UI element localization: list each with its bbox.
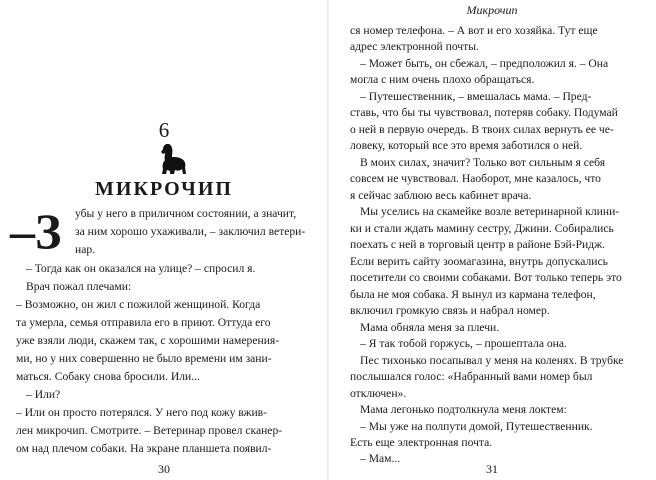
text-line: Мама легонько подтолкнула меня локтем:	[360, 403, 567, 416]
text-line: за ним хорошо ухаживали, – заключил ветери-	[75, 225, 306, 238]
text-line: – Мы уже на полпути домой, Путешественник.	[360, 420, 593, 433]
text-line: Врач пожал плечами:	[26, 280, 132, 293]
drop-cap: –З	[10, 203, 62, 259]
text-line: посетители со своими собаками. Вот только теперь это	[350, 271, 622, 284]
text-line: ом над плечом собаки. На экране планшета появил-	[16, 442, 272, 455]
text-line: могла с ним очень плохо обращаться.	[350, 73, 535, 86]
text-line: о ней в первую очередь. В твоих силах вернуть ее че-	[350, 123, 614, 136]
text-line: – Я так тобой горжусь, – прошептала она.	[360, 337, 567, 350]
text-line: ми, но у них совершенно не было времени им зани-	[16, 352, 272, 365]
running-head: Микрочип	[466, 3, 518, 17]
text-line: – Путешественник, – вмешалась мама. – Пред-	[360, 90, 592, 103]
text-line: маться. Собаку снова бросили. Или...	[16, 370, 200, 383]
text-line: отключен».	[350, 387, 407, 400]
text-line: нар.	[75, 243, 96, 256]
chapter-title: МИКРОЧИП	[95, 178, 233, 200]
text-line: – Тогда как он оказался на улице? – спросил я.	[26, 262, 256, 275]
text-line: та умерла, семья отправила его в приют. Оттуда его	[16, 316, 271, 329]
text-line: – Или?	[26, 388, 61, 401]
text-line: была не моя собака. Я вынул из кармана телефон,	[350, 288, 596, 301]
text-line: уже взяли люди, скажем так, с хорошими намерения-	[16, 334, 280, 347]
text-line: Есть еще электронная почта.	[350, 436, 493, 449]
page-number-right: 31	[486, 462, 498, 476]
text-line: В моих силах, значит? Только вот сильным я себя	[360, 156, 606, 169]
text-line: ловеку, который все это время заботился о ней.	[350, 139, 583, 152]
text-line: поехать с ней в торговый центр в районе Бэй-Ридж.	[350, 238, 606, 251]
text-line: Пес тихонько посапывал у меня на коленях. В трубке	[360, 354, 624, 367]
text-line: – Может быть, он сбежал, – предположил я. – Она	[360, 57, 609, 70]
text-line: Если верить сайту зоомагазина, внутрь допускались	[350, 255, 608, 268]
text-line: Мама обняла меня за плечи.	[360, 321, 500, 334]
page-number-left: 30	[158, 462, 170, 476]
text-line: Мы уселись на скамейке возле ветеринарной клини-	[360, 205, 620, 218]
text-line: – Мам...	[360, 452, 401, 465]
text-line: ставь, что бы ты чувствовал, потеряв собаку. Подумай	[350, 106, 618, 119]
text-line: ся номер телефона. – А вот и его хозяйка. Тут еще	[350, 24, 598, 37]
text-line: – Или он просто потерялся. У него под кожу вжив-	[16, 406, 267, 419]
text-line: адрес электронной почты.	[350, 40, 479, 53]
text-line: лен микрочип. Смотрите. – Ветеринар провел сканер-	[16, 424, 283, 437]
text-line: убы у него в приличном состоянии, а значит,	[75, 207, 297, 220]
text-line: послышался голос: «Набранный вами номер был	[350, 370, 593, 383]
text-line: – Возможно, он жил с пожилой женщиной. Когда	[16, 298, 261, 311]
dog-silhouette-icon	[158, 142, 188, 176]
text-line: включил громкую связь и набрал номер.	[350, 304, 550, 317]
text-line: ки и стали ждать мамину сестру, Джини. Собирались	[350, 222, 614, 235]
right-page	[328, 0, 656, 480]
chapter-number: 6	[158, 118, 170, 142]
text-line: я сейчас заблюю весь кабинет врача.	[350, 189, 532, 202]
text-line: совсем не чувствовал. Наоборот, мне казалось, что	[350, 172, 601, 185]
